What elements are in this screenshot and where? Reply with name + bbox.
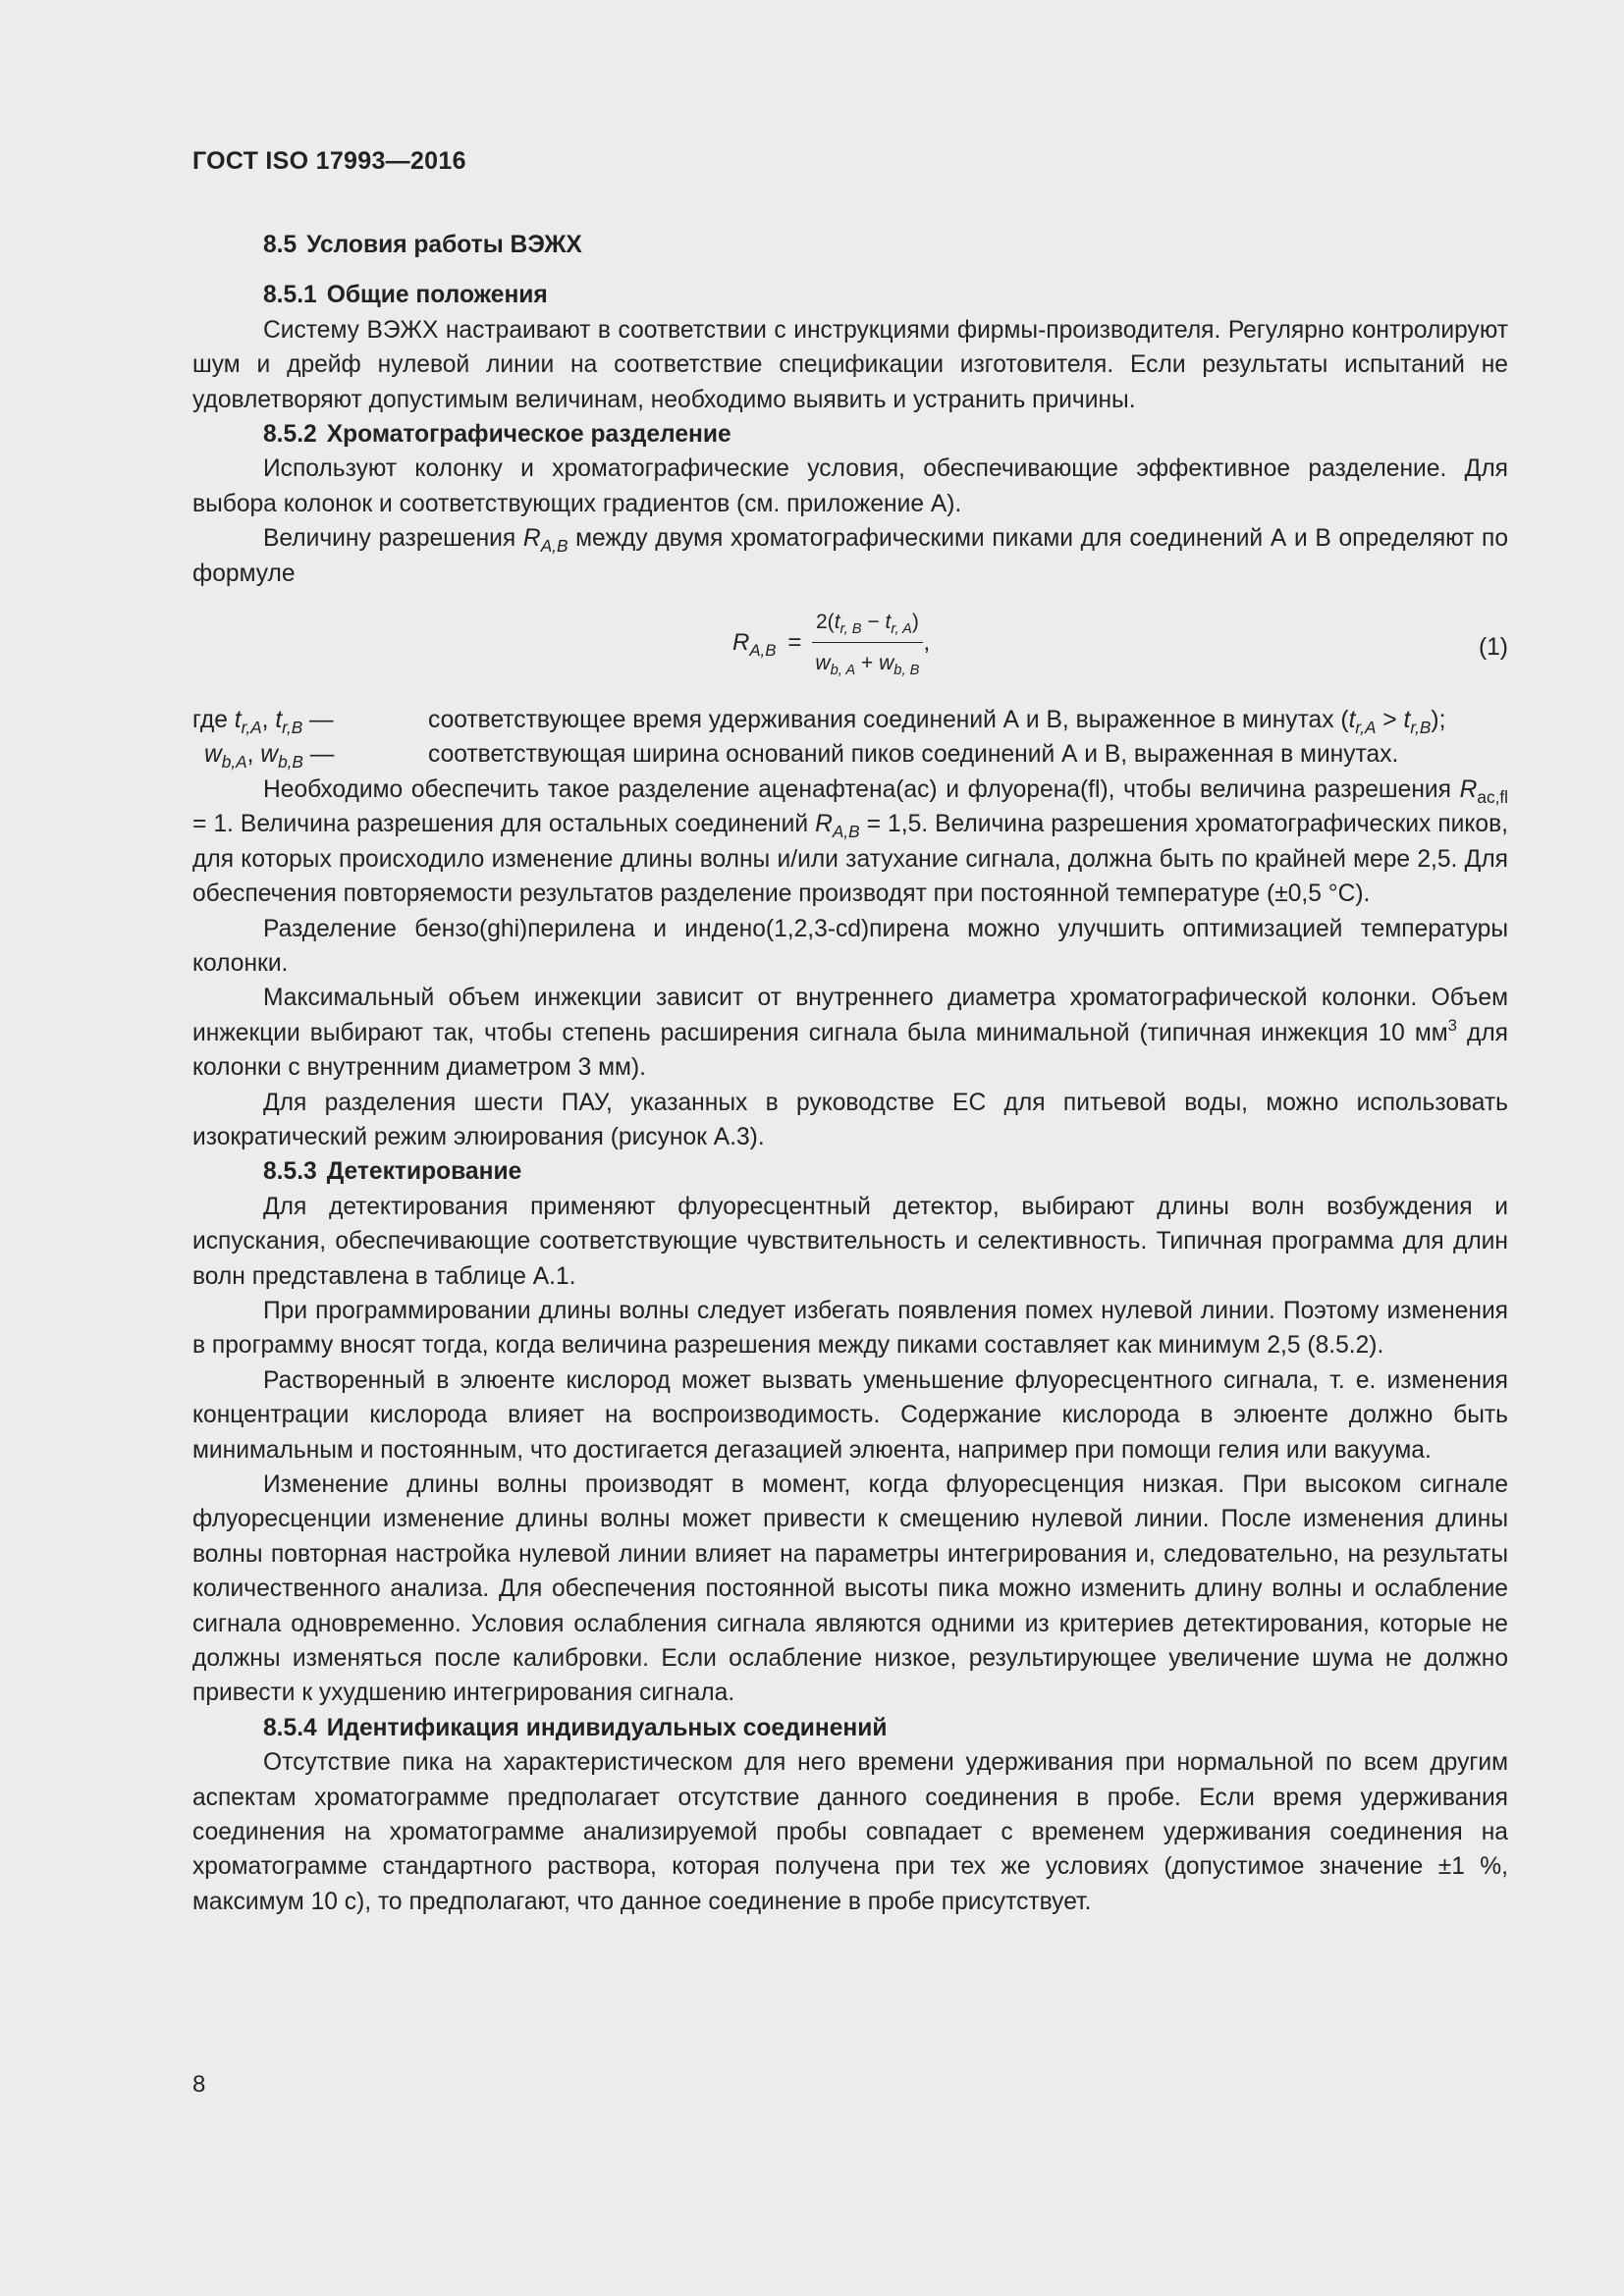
symbol-t: t [234, 707, 242, 734]
paragraph: Изменение длины волны производят в момент, когда флуоресценция низкая. При высоком сигнале флуоресценции изменение длины волны может привести к смещению нулевой линии. После изменения длины волны повторная настройка нулевой линии влияет на параметры интегрирования и, следовательно, на результаты количественного анализа. Для обеспечения постоянной высоты пика можно изменить длину волны и ослабление сигнала одновременно. Условия ослабления сигнала являются одними из критериев детектирования, которые не должны изменяться после калибровки. Если ослабление низкое, результирующее увеличение шума не должно привести к ухудшению интегрирования сигнала. [192, 1471, 1508, 1707]
subscript: r,B [282, 718, 303, 738]
subscript: r,A [241, 718, 262, 738]
symbol-r: R [1459, 775, 1478, 803]
symbol-t: t [1403, 707, 1411, 734]
section-title: Детектирование [326, 1158, 522, 1186]
formula-comma: , [923, 629, 931, 657]
text-run: = 1. Величина разрешения для остальных соединений [192, 811, 816, 838]
subscript: b,B [278, 752, 303, 773]
paragraph: Используют колонку и хроматографические условия, обеспечивающие эффективное разделение. Для выбора колонок и соответствующих градиентов (см. приложение А). [192, 455, 1508, 517]
text-run: соответствующее время удерживания соединений А и В, выраженное в минутах ( [428, 707, 1349, 734]
legend-label [192, 737, 428, 772]
paragraph: Для разделения шести ПАУ, указанных в руководстве ЕС для питьевой воды, можно использовать изократический режим элюирования (рисунок А.3). [192, 1089, 1508, 1150]
symbol-r: R [522, 525, 541, 553]
subscript: ac,fl [1477, 786, 1508, 807]
symbol-w: w [815, 652, 831, 675]
paragraph: При программировании длины волны следует избегать появления помех нулевой линии. Поэтому изменения в программу вносят тогда, когда величина разрешения между пиками составляет как минимум 2,5 (8.5.2). [192, 1297, 1508, 1360]
symbol-w: w [260, 741, 279, 769]
paragraph: Растворенный в элюенте кислород может вызвать уменьшение флуоресцентного сигнала, т. е. изменения концентрации кислорода влияет на воспроизводимость. Содержание кислорода в элюенте должно быть минимальным и постоянным, что достигается дегазацией элюента, например при помощи гелия или вакуума. [192, 1366, 1508, 1464]
paragraph: Отсутствие пика на характеристическом для него времени удерживания при нормальной по всем другим аспектам хроматограмме предполагает отсутствие данного соединения в пробе. Если время удерживания соединения на хроматограмме анализируемой пробы совпадает с временем удерживания соединения на хроматограмме стандартного раствора, которая получена при тех же условиях (допустимое значение ±1 %, максимум 10 с), то предполагают, что данное соединение в пробе присутствует. [192, 1749, 1508, 1915]
denominator [811, 643, 923, 680]
section-8-5-3-heading [192, 1154, 1508, 1189]
section-8-5-heading [192, 228, 1508, 262]
text-run: , [261, 707, 276, 734]
subscript: r,B [1410, 718, 1432, 738]
legend-row [192, 703, 1508, 737]
legend-text [428, 703, 1508, 737]
symbol-r: R [815, 811, 833, 838]
subscript: r, B [839, 621, 862, 638]
formula-expression [732, 605, 930, 681]
equals-sign: = [787, 629, 802, 657]
symbol-t: t [1348, 707, 1356, 734]
text-run: 2( [816, 611, 835, 634]
text-run: = 1,5. Величина разрешения хроматографических пиков, для которых происходило изменение длины волны и/или затухание сигнала, должна быть по крайней мере 2,5. Для обеспечения повторяемости результатов разделение производят при постоянной температуре (±0,5 °С). [192, 811, 1509, 908]
paragraph-injection-volume [192, 981, 1508, 1085]
section-8-5-2-heading [192, 417, 1508, 452]
text-run: где [192, 707, 235, 734]
section-8-5-4-heading [192, 1711, 1508, 1745]
page-number: 8 [192, 2071, 206, 2098]
symbol-w: w [879, 652, 894, 675]
text-run: между двумя хроматографическими пиками для соединений А и В определяют по формуле [192, 525, 1508, 587]
paragraph: Систему ВЭЖХ настраивают в соответствии с инструкциями фирмы-производителя. Регулярно контролируют шум и дрейф нулевой линии на соответствие спецификации изготовителя. Если результаты испытаний не удовлетворяют допустимым величинам, необходимо выявить и устранить причины. [192, 316, 1508, 413]
formula-number: (1) [1478, 634, 1508, 662]
subscript: A,B [832, 822, 860, 842]
formula-1 [192, 605, 1508, 685]
section-number: 8.5.4 [263, 1714, 317, 1741]
numerator [812, 605, 923, 643]
symbol-t: t [275, 707, 283, 734]
section-title: Общие положения [326, 282, 548, 309]
paragraph: Разделение бензо(ghi)перилена и индено(1,2,3-cd)пирена можно улучшить оптимизацией температуры колонки. [192, 915, 1508, 977]
formula-legend [192, 703, 1508, 773]
subscript: A,B [540, 536, 568, 557]
legend-label [192, 703, 428, 737]
text-run: ); [1431, 707, 1446, 734]
subscript: r, A [891, 621, 912, 638]
section-title: Идентификация индивидуальных соединений [326, 1714, 888, 1741]
section-number: 8.5.1 [263, 282, 317, 309]
subscript: b, B [893, 663, 920, 679]
fraction [811, 605, 923, 681]
section-number: 8.5.3 [263, 1158, 317, 1186]
text-run: ) [911, 611, 919, 634]
subscript: b, A [830, 663, 856, 679]
paragraph: Для детектирования применяют флуоресцентный детектор, выбирают длины волн возбуждения и испускания, обеспечивающие соответствующие чувствительность и селективность. Типичная программа для длин волн представлена в таблице А.1. [192, 1193, 1508, 1290]
subscript: r,A [1355, 718, 1377, 738]
section-title: Хроматографическое разделение [326, 421, 731, 449]
text-run: Максимальный объем инжекции зависит от внутреннего диаметра хроматографической колонки. Объем инжекции выбирают так, чтобы степень расширения сигнала была минимальной (типичная инжекция 10 мм [192, 985, 1508, 1046]
superscript: 3 [1447, 1015, 1457, 1035]
plus-sign: + [855, 652, 880, 675]
text-run: , [246, 741, 261, 769]
document-body [192, 228, 1508, 1919]
section-8-5-1-heading [192, 278, 1508, 312]
dash: — [302, 707, 334, 734]
legend-row [192, 737, 1508, 772]
text-run: для колонки с внутренним диаметром 3 мм). [192, 1019, 1508, 1082]
subscript: b,A [221, 752, 247, 773]
symbol-r: R [732, 629, 750, 657]
formula-lhs [732, 625, 776, 660]
symbol-w: w [204, 741, 222, 769]
paragraph-resolution-requirements [192, 773, 1508, 912]
section-title: Условия работы ВЭЖХ [306, 232, 582, 258]
text-run: Величину разрешения [263, 525, 523, 553]
symbol-t: t [834, 611, 840, 634]
document-header: ГОСТ ISO 17993—2016 [192, 147, 466, 175]
minus-sign: − [861, 611, 886, 634]
dash: — [302, 741, 335, 769]
subscript: A,B [749, 641, 777, 661]
section-number: 8.5.2 [263, 421, 317, 449]
text-run: Необходимо обеспечить такое разделение аценафтена(ac) и флуорена(fl), чтобы величина разрешения [263, 775, 1460, 803]
paragraph-resolution-intro [192, 521, 1508, 591]
legend-text: соответствующая ширина оснований пиков соединений А и В, выраженная в минутах. [428, 741, 1399, 769]
section-number: 8.5 [263, 232, 298, 258]
text-run: > [1376, 707, 1404, 734]
symbol-t: t [885, 611, 892, 634]
